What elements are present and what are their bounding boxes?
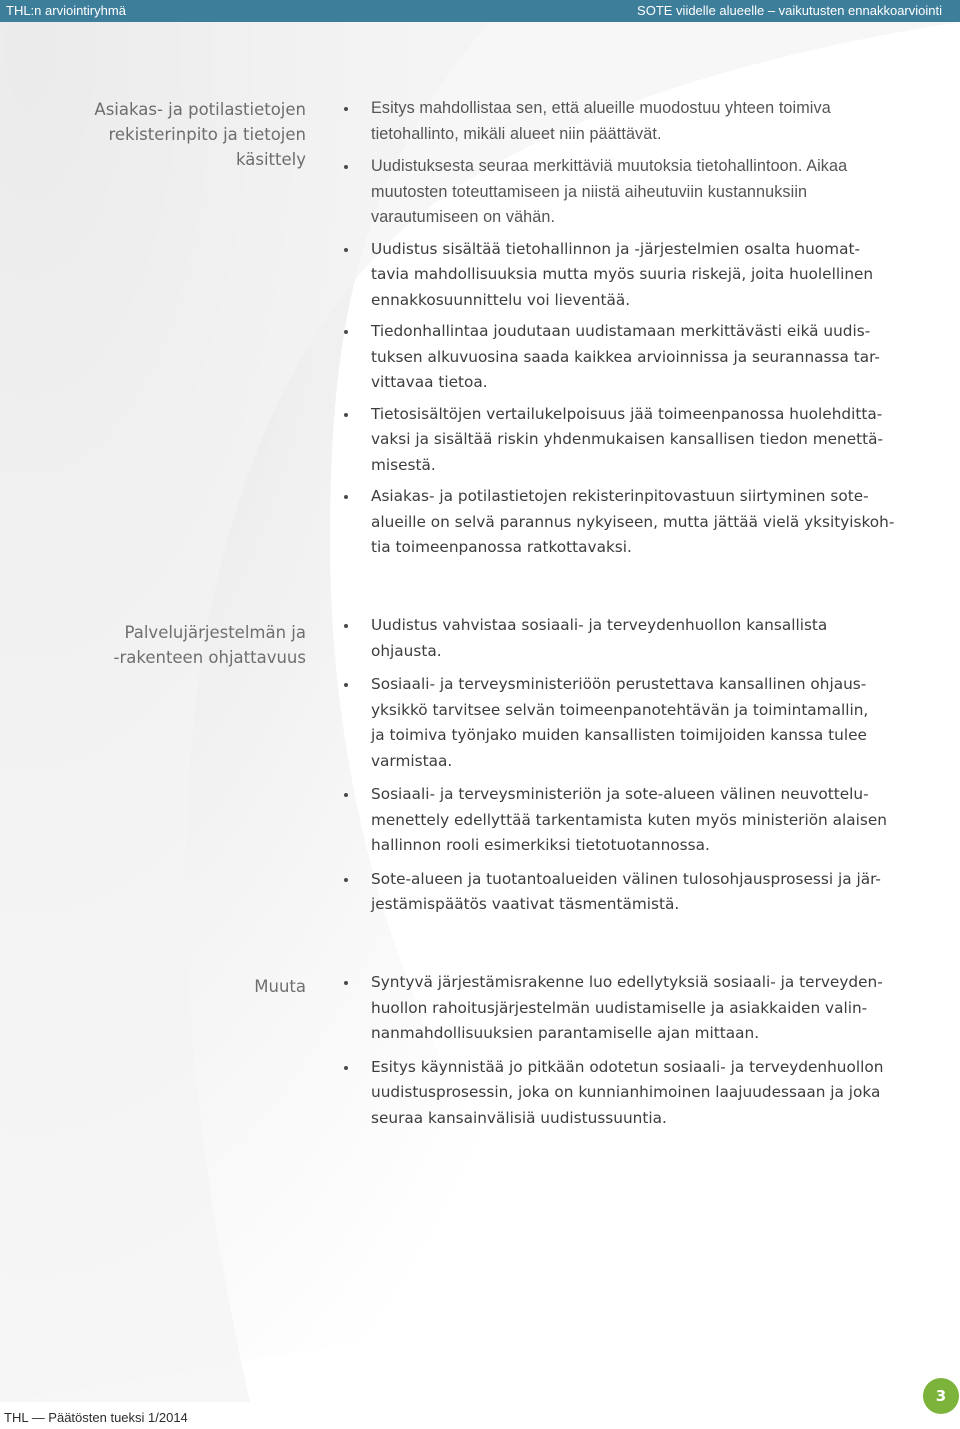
list-item: Esitys käynnistää jo pitkään odotetun sosiaali- ja terveydenhuollon uudistusprosessin, joka on kunnianhimoinen laajuudessaan ja joka seuraa kansainvälisiä uudistussuuntia. <box>336 1055 906 1132</box>
bullet-icon <box>344 330 348 334</box>
bullet-icon <box>344 624 348 628</box>
bullet-icon <box>344 878 348 882</box>
bullet-list <box>336 970 906 1131</box>
bullet-icon <box>344 495 348 499</box>
header-organization: THL:n arviointiryhmä <box>6 3 126 18</box>
bullet-icon <box>344 793 348 797</box>
bullet-list <box>336 96 906 561</box>
footer-publication: THL — Päätösten tueksi 1/2014 <box>4 1410 188 1425</box>
list-item: Esitys mahdollistaa sen, että alueille muodostuu yhteen toimiva tietohallinto, mikäli alueet niin päättävät. <box>336 96 906 147</box>
bullet-icon <box>344 107 348 111</box>
list-item: Tiedonhallintaa joudutaan uudistamaan merkittävästi eikä uudis- tuksen alkuvuosina saada kaikkea arvioinnissa ja seurannassa tar- vittavaa tietoa. <box>336 319 906 396</box>
bullet-icon <box>344 981 348 985</box>
list-item: Sosiaali- ja terveysministeriöön perustettava kansallinen ohjaus- yksikkö tarvitsee selvän toimeenpanotehtävän ja toimintamallin, ja toimiva työnjako muiden kansallisten toimijoiden kanssa tulee varmistaa. <box>336 672 906 774</box>
bullet-icon <box>344 683 348 687</box>
list-item: Uudistus vahvistaa sosiaali- ja terveydenhuollon kansallista ohjausta. <box>336 613 906 664</box>
list-item: Syntyvä järjestämisrakenne luo edellytyksiä sosiaali- ja terveyden- huollon rahoitusjärjestelmän uudistamiselle ja asiakkaiden valin- nanmahdollisuuksien parantamiselle ajan mittaan. <box>336 970 906 1047</box>
page-number-badge: 3 <box>923 1378 959 1414</box>
section-heading: Asiakas- ja potilastietojen rekisterinpito ja tietojen käsittely <box>94 100 306 169</box>
section-heading: Palvelujärjestelmän ja -rakenteen ohjattavuus <box>113 623 306 667</box>
bullet-icon <box>344 248 348 252</box>
list-item: Tietosisältöjen vertailukelpoisuus jää toimeenpanossa huolehditta- vaksi ja sisältää riskin yhdenmukaisen kansallisen tiedon menettä- misestä. <box>336 402 906 479</box>
list-item: Uudistus sisältää tietohallinnon ja -järjestelmien osalta huomat- tavia mahdollisuuksia mutta myös suuria riskejä, joita huolellinen ennakkosuunnittelu voi lieventää. <box>336 237 906 314</box>
bullet-list <box>336 613 906 918</box>
list-item: Sosiaali- ja terveysministeriön ja sote-alueen välinen neuvottelu- menettely edellyttää tarkentamista kuten myös ministeriön alaisen hallinnon rooli esimerkiksi tietotuotannossa. <box>336 782 906 859</box>
list-item: Uudistuksesta seuraa merkittäviä muutoksia tietohallintoon. Aikaa muutosten toteuttamiseen ja niistä aiheutuviin kustannuksiin varautumiseen on vähän. <box>336 154 906 231</box>
list-item: Asiakas- ja potilastietojen rekisterinpitovastuun siirtyminen sote- alueille on selvä parannus nykyiseen, mutta jättää vielä yksityiskoh- tia toimeenpanossa ratkottavaksi. <box>336 484 906 561</box>
bullet-icon <box>344 1066 348 1070</box>
header-document-title: SOTE viidelle alueelle – vaikutusten ennakkoarviointi <box>637 3 942 18</box>
running-header <box>0 0 960 22</box>
list-item: Sote-alueen ja tuotantoalueiden välinen tulosohjausprosessi ja jär- jestämispäätös vaativat täsmentämistä. <box>336 867 906 918</box>
section-heading: Muuta <box>254 977 306 996</box>
bullet-icon <box>344 165 348 169</box>
bullet-icon <box>344 413 348 417</box>
